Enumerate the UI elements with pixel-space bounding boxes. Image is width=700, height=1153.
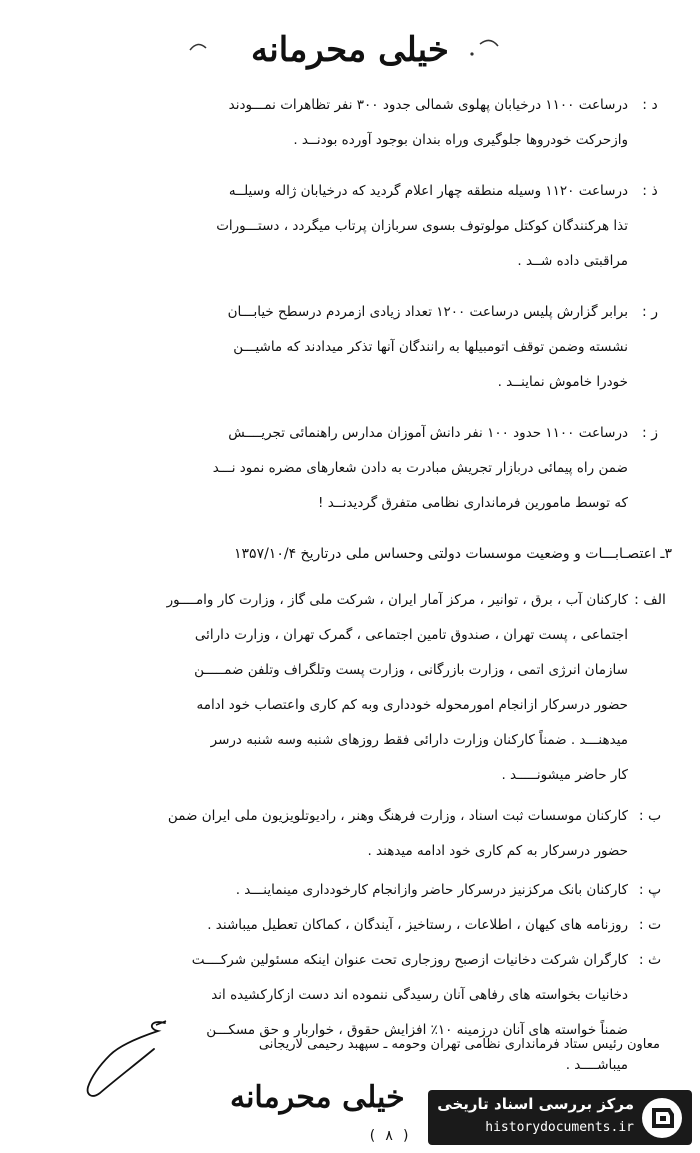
signature-icon <box>70 1015 180 1105</box>
item-line: حضور درسرکار به کم کاری خود ادامه میدهند . <box>367 843 628 859</box>
paragraph-marker: ز : <box>642 425 658 441</box>
item-line: کارگران شرکت دخانیات ازصبح روزجاری تحت عنوان اینکه مسئولین شرکــــت <box>191 952 628 968</box>
paragraph-marker: ر : <box>642 304 658 320</box>
paragraph-line: نشسته وضمن توقف اتومبیلها به رانندگان آنها تذکر میدادند که ماشیـــن <box>233 339 628 355</box>
classification-footer: خیلی محرمانه <box>230 1080 405 1115</box>
item-marker: ت : <box>638 917 662 933</box>
paragraph-line: که توسط مامورین فرمانداری نظامی متفرق گردیدنــد ! <box>318 495 628 511</box>
item-be <box>32 799 672 869</box>
archive-logo-icon <box>640 1096 684 1140</box>
item-line: کار حاضر میشونـــــد . <box>501 767 628 783</box>
item-marker: الف : <box>634 592 666 608</box>
paragraph-line: مراقبتی داده شــد . <box>517 253 628 269</box>
paragraph-line: درساعت ۱۱۰۰ درخیابان پهلوی شمالی جدود ۳۰۰ نفر تظاهرات نمـــودند <box>228 97 628 113</box>
paragraph-marker: ذ : <box>642 183 658 199</box>
classification-header: خیلی محرمانه <box>251 30 449 70</box>
item-alef <box>32 583 672 793</box>
watermark-url: historydocuments.ir <box>485 1120 634 1135</box>
item-te <box>32 908 672 943</box>
page-number: ( ۸ ) <box>368 1128 411 1144</box>
item-line: میدهنـــد . ضمناً کارکنان وزارت دارائی فقط روزهای شنبه وسه شنبه درسر <box>210 732 628 748</box>
paragraph-line: تذا هرکنندگان کوکتل مولوتوف بسوی سربازان پرتاب میگردد ، دستـــورات <box>216 218 628 234</box>
watermark-title: مرکز بررسی اسناد تاریخی <box>437 1095 634 1113</box>
paragraph-line: وازحرکت خودروها جلوگیری وراه بندان بوجود آورده بودنــد . <box>293 132 628 148</box>
item-line: سازمان انرژی اتمی ، وزارت بازرگانی ، وزارت پست وتلگراف وتلفن ضمـــــن <box>194 662 628 678</box>
item-line: روزنامه های کیهان ، اطلاعات ، رستاخیز ، آیندگان ، کماکان تعطیل میباشند . <box>207 917 628 933</box>
item-line: میباشــــد . <box>565 1057 628 1073</box>
paragraph-line: درساعت ۱۱۰۰ حدود ۱۰۰ نفر دانش آموزان مدارس راهنمائی تجریــــش <box>228 425 628 441</box>
paragraph-zal <box>32 174 672 279</box>
item-marker: ب : <box>638 808 662 824</box>
signatory-line: معاون رئیس ستاد فرمانداری نظامی تهران وحومه ـ سپهبد رحیمی لاریجانی <box>258 1037 660 1052</box>
paragraph-line: درساعت ۱۱۲۰ وسیله منطقه چهار اعلام گردید که درخیابان ژاله وسیلــه <box>228 183 628 199</box>
document-body <box>32 88 672 1083</box>
archive-watermark <box>428 1090 692 1145</box>
item-line: کارکنان آب ، برق ، توانیر ، مرکز آمار ایران ، شرکت ملی گاز ، وزارت کار وامــــور <box>166 592 628 608</box>
item-pe <box>32 873 672 908</box>
paragraph-line: ضمن راه پیمائی دربازار تجریش مبادرت به دادن شعارهای مضره نمود نـــد <box>212 460 628 476</box>
paragraph-line: برابر گزارش پلیس درساعت ۱۲۰۰ تعداد زیادی ازمردم درسطح خیابـــان <box>227 304 628 320</box>
paragraph-line: خودرا خاموش نماینــد . <box>497 374 628 390</box>
item-line: اجتماعی ، پست تهران ، صندوق تامین اجتماعی ، گمرک تهران ، وزارت دارائی <box>194 627 628 643</box>
paragraph-marker: د : <box>642 97 658 113</box>
item-line: ضمناً خواسته های آنان درزمینه ۱۰٪ افزایش حقوق ، خواربار و حق مسکـــن <box>206 1022 628 1038</box>
item-line: دخانیات بخواسته های رفاهی آنان رسیدگی ننموده اند دست ازکارکشیده اند <box>211 987 628 1003</box>
paragraph-ze <box>32 416 672 521</box>
item-marker: ث : <box>638 952 662 968</box>
item-marker: پ : <box>638 882 662 898</box>
paragraph-re <box>32 295 672 400</box>
item-line: کارکنان بانک مرکزنیز درسرکار حاضر وازانجام کارخودداری مینماینـــد . <box>235 882 628 898</box>
item-line: کارکنان موسسات ثبت اسناد ، وزارت فرهنگ وهنر ، رادیوتلویزیون ملی ایران ضمن <box>167 808 628 824</box>
section-3-heading: ۳ـ اعتصـابـــات و وضعیت موسسات دولتی وحساس ملی درتاریخ ۱۳۵۷/۱۰/۴ <box>234 546 672 562</box>
item-line: حضور درسرکار ازانجام امورمحوله خودداری وبه کم کاری واعتصاب خود ادامه <box>196 697 628 713</box>
paragraph-dal <box>32 88 672 158</box>
